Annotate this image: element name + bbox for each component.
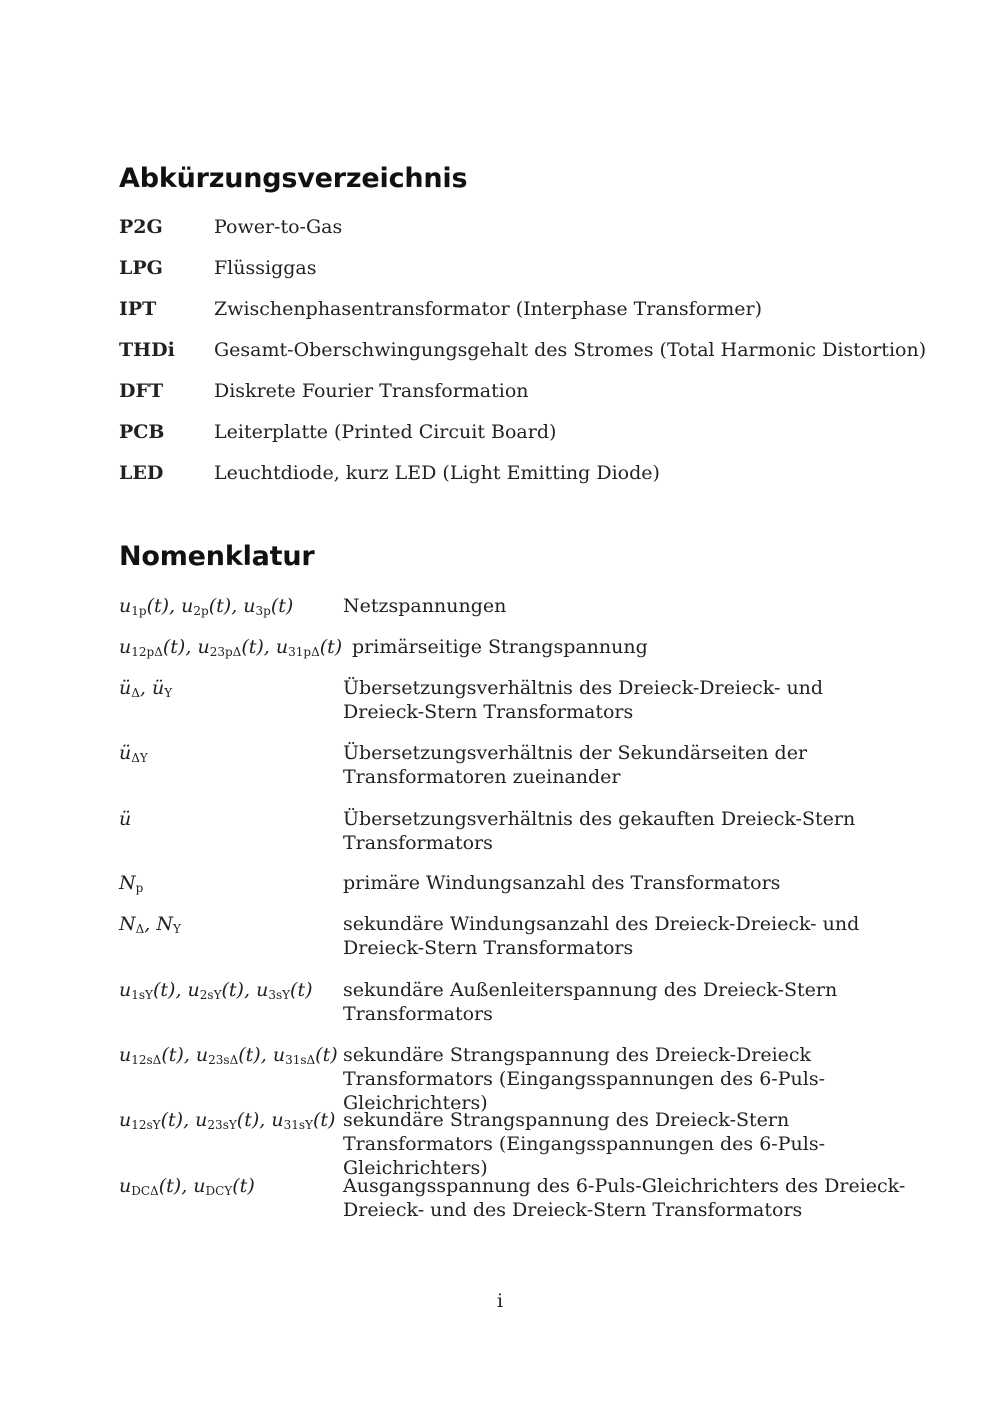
abbreviation-value: Leuchtdiode, kurz LED (Light Emitting Diode)	[214, 462, 660, 484]
nomenclature-symbol: $ü_\Delta$, $ü_Y$	[119, 677, 173, 700]
abbreviation-key: THDi	[119, 339, 175, 361]
symbol-term: $u_{2p}(t)$	[181, 595, 232, 618]
symbol-term: $u_{12s\Delta}(t)$	[119, 1044, 184, 1067]
abbreviation-value: Flüssiggas	[214, 257, 317, 279]
abbreviation-row	[119, 295, 879, 323]
nomenclature-description: Ausgangsspannung des 6-Puls-Gleichrichters des Dreieck-Dreieck- und des Dreieck-Stern Transformators	[343, 1175, 906, 1221]
nomenclature-symbol: $u_{12p\Delta}(t)$, $u_{23p\Delta}(t)$, $u_{31p\Delta}(t)$	[119, 636, 343, 659]
nomenclature-description: primäre Windungsanzahl des Transformators	[343, 872, 781, 894]
symbol-term: $u_{31sY}(t)$	[271, 1109, 336, 1132]
nomenclature-description: primärseitige Strangspannung	[352, 636, 648, 658]
abbreviation-row	[119, 377, 879, 405]
abbreviation-key: DFT	[119, 380, 164, 402]
nomenclature-description: sekundäre Strangspannung des Dreieck-Dreieck Transformators (Eingangsspannungen des 6-Puls-Gleichrichters)	[343, 1044, 825, 1114]
abbreviation-value: Power-to-Gas	[214, 216, 343, 238]
symbol-term: ü	[119, 808, 132, 830]
symbol-term: $u_{23s\Delta}(t)$	[195, 1044, 261, 1067]
page-number: i	[496, 1290, 504, 1312]
nomenclature-symbol: $u_{1p}(t)$, $u_{2p}(t)$, $u_{3p}(t)$	[119, 595, 294, 618]
abbreviation-row	[119, 418, 879, 446]
nomenclature-symbol: $u_{1sY}(t)$, $u_{2sY}(t)$, $u_{3sY}(t)$	[119, 979, 313, 1002]
abbreviation-key: IPT	[119, 298, 157, 320]
nomenclature-description: Übersetzungsverhältnis des Dreieck-Dreieck- und Dreieck-Stern Transformators	[343, 677, 824, 723]
abbreviation-row	[119, 459, 879, 487]
nomenclature-description: sekundäre Außenleiterspannung des Dreieck-Stern Transformators	[343, 979, 838, 1025]
symbol-term: $ü_{\Delta Y}$	[119, 742, 148, 765]
symbol-term: $u_{DCY}(t)$	[193, 1175, 255, 1198]
nomenclature-symbol	[119, 807, 131, 831]
symbol-term: $u_{23p\Delta}(t)$	[197, 636, 264, 659]
symbol-term: $N_\Delta$	[119, 913, 145, 936]
abbreviation-row	[119, 254, 879, 282]
symbol-term: $u_{23sY}(t)$	[195, 1109, 260, 1132]
nomenclature-description: Übersetzungsverhältnis der Sekundärseiten der Transformatoren zueinander	[343, 742, 808, 788]
abbreviation-value: Leiterplatte (Printed Circuit Board)	[214, 421, 557, 443]
symbol-term: $u_{31s\Delta}(t)$	[272, 1044, 338, 1067]
symbol-term: $u_{12sY}(t)$	[119, 1109, 184, 1132]
nomenclature-symbol	[119, 871, 143, 900]
abbreviation-key: PCB	[119, 421, 165, 443]
symbol-term: $u_{3p}(t)$	[243, 595, 294, 618]
nomenclature-description: sekundäre Windungsanzahl des Dreieck-Dreieck- und Dreieck-Stern Transformators	[343, 913, 860, 959]
nomenclature-description: sekundäre Strangspannung des Dreieck-Stern Transformators (Eingangsspannungen des 6-Puls-Gleichrichters)	[343, 1109, 825, 1179]
nomenclature-description: Netzspannungen	[343, 595, 507, 617]
symbol-term: $u_{3sY}(t)$	[256, 979, 313, 1002]
symbol-term: $u_{31p\Delta}(t)$	[275, 636, 343, 659]
nomenclature-heading: Nomenklatur	[119, 541, 315, 572]
nomenclature-description: Übersetzungsverhältnis des gekauften Dreieck-Stern Transformators	[343, 808, 856, 854]
symbol-term: $u_{1sY}(t)$	[119, 979, 176, 1002]
abbreviation-key: LPG	[119, 257, 163, 279]
abbreviation-value: Zwischenphasentransformator (Interphase Transformer)	[214, 298, 762, 320]
nomenclature-symbol: $u_{12s\Delta}(t)$, $u_{23s\Delta}(t)$, $u_{31s\Delta}(t)$	[119, 1044, 338, 1067]
symbol-term: $ü_Y$	[152, 677, 173, 700]
nomenclature-symbol: $u_{12sY}(t)$, $u_{23sY}(t)$, $u_{31sY}(t)$	[119, 1109, 336, 1132]
abbreviation-key: P2G	[119, 216, 163, 238]
symbol-term: $ü_\Delta$	[119, 677, 140, 700]
abbreviation-value: Diskrete Fourier Transformation	[214, 380, 529, 402]
symbol-term: $u_{2sY}(t)$	[187, 979, 244, 1002]
nomenclature-symbol: $N_\Delta$, $N_Y$	[119, 913, 181, 936]
abbreviation-row	[119, 336, 927, 364]
symbol-term: $N_p$	[119, 872, 144, 895]
abbreviations-heading: Abkürzungsverzeichnis	[119, 163, 468, 194]
abbreviation-row	[119, 213, 879, 241]
nomenclature-symbol	[119, 741, 148, 770]
symbol-term: $N_Y$	[156, 913, 181, 936]
symbol-term: $u_{DC\Delta}(t)$	[119, 1175, 182, 1198]
abbreviation-value: Gesamt-Oberschwingungsgehalt des Stromes (Total Harmonic Distortion)	[214, 339, 927, 361]
symbol-term: $u_{1p}(t)$	[119, 595, 170, 618]
symbol-term: $u_{12p\Delta}(t)$	[119, 636, 186, 659]
abbreviation-key: LED	[119, 462, 164, 484]
nomenclature-symbol: $u_{DC\Delta}(t)$, $u_{DCY}(t)$	[119, 1175, 255, 1198]
